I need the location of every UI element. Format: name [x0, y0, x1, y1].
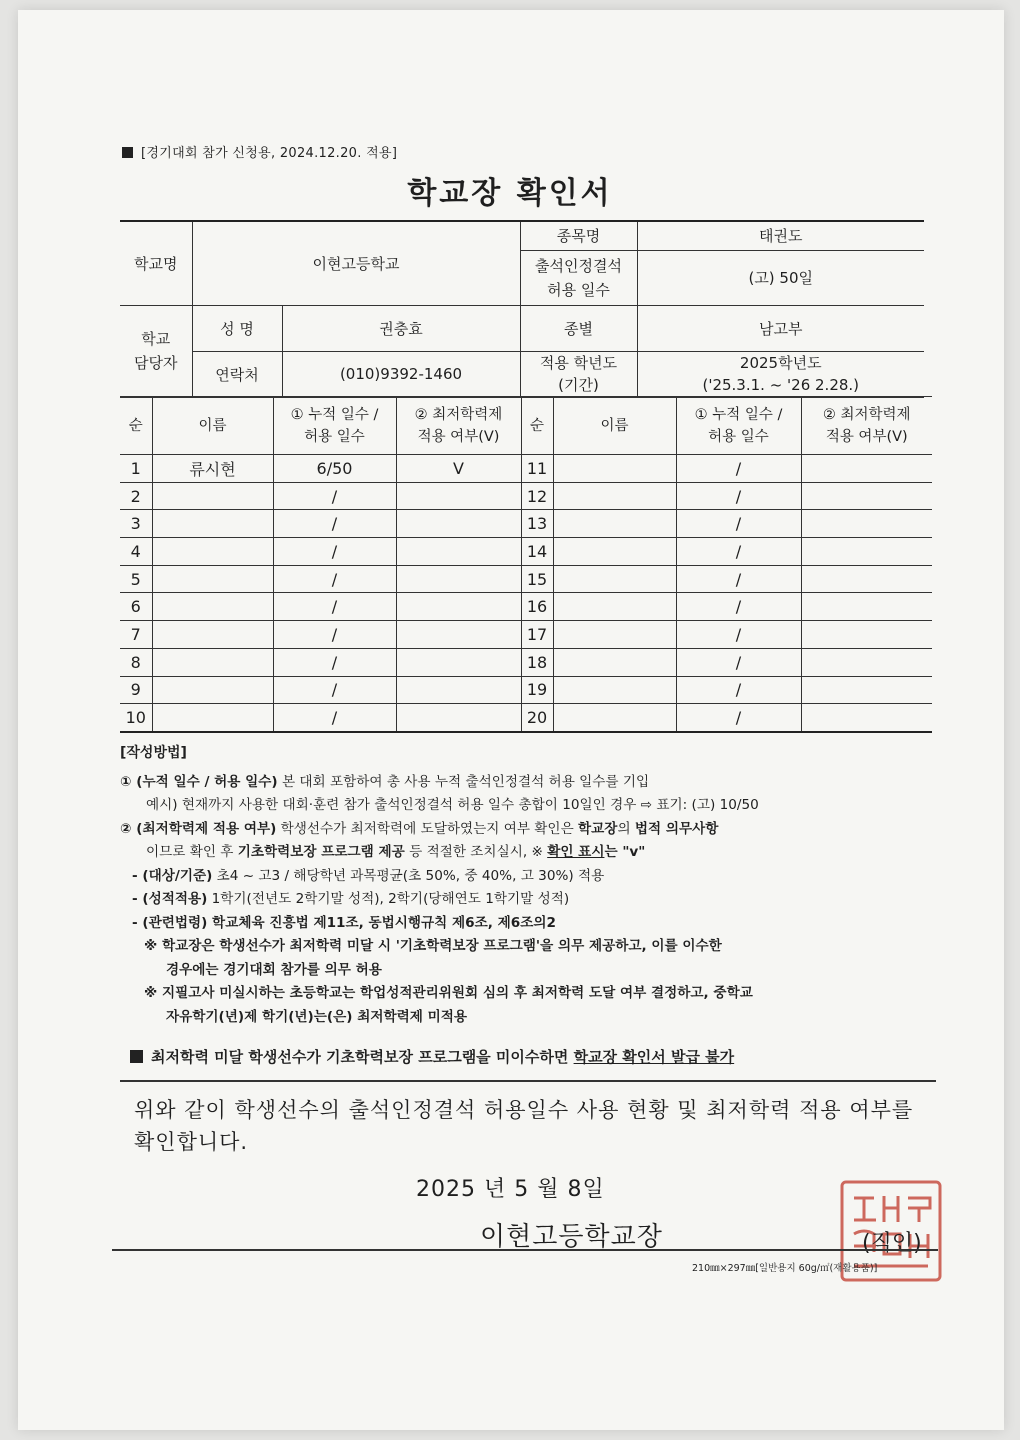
row-no: 16 — [521, 593, 553, 621]
confirmation-statement: 위와 같이 학생선수의 출석인정결석 허용일수 사용 현황 및 최저학력 적용 여부를 확인합니다. — [134, 1098, 914, 1154]
row-days: / — [273, 676, 396, 704]
row-no: 8 — [120, 648, 152, 676]
row-min — [396, 538, 521, 566]
issue-date: 2025 년 5 월 8일 — [416, 1177, 605, 1202]
row-days: / — [676, 455, 801, 483]
name-value: 권충효 — [282, 305, 520, 351]
row-name — [553, 538, 676, 566]
division-value: 남고부 — [637, 305, 924, 351]
row-min — [801, 593, 932, 621]
table-row — [120, 648, 932, 676]
row-min — [396, 593, 521, 621]
row-days: / — [676, 676, 801, 704]
row-no: 13 — [521, 510, 553, 538]
year-label: 적용 학년도 (기간) — [520, 351, 637, 397]
row-no: 6 — [120, 593, 152, 621]
col-name-header: 이름 — [152, 397, 273, 455]
seal-label: (직인) — [862, 1231, 922, 1256]
row-no: 19 — [521, 676, 553, 704]
table-row — [120, 676, 932, 704]
document-title: 학교장 확인서 — [407, 176, 613, 211]
row-min — [801, 704, 932, 732]
row-min — [396, 565, 521, 593]
method-line: 예시) 현재까지 사용한 대회·훈련 참가 출석인정결석 허용 일수 총합이 10일인 경우 ⇨ 표기: (고) 10/50 — [146, 797, 759, 813]
divider — [120, 1080, 936, 1082]
row-days: 6/50 — [273, 455, 396, 483]
row-no: 2 — [120, 482, 152, 510]
sport-label: 종목명 — [520, 221, 637, 250]
row-name — [152, 676, 273, 704]
row-name — [152, 593, 273, 621]
row-no: 1 — [120, 455, 152, 483]
row-name — [553, 510, 676, 538]
row-name — [553, 593, 676, 621]
school-label: 학교명 — [120, 221, 192, 305]
row-days: / — [273, 621, 396, 649]
row-days: / — [273, 593, 396, 621]
row-no: 14 — [521, 538, 553, 566]
method-line: 이므로 확인 후 기초학력보장 프로그램 제공 등 적절한 조치실시, ※ 확인 표시는 "v" — [146, 844, 646, 860]
row-min — [396, 676, 521, 704]
contact-label: 연락처 — [192, 351, 282, 397]
col-days-header: ① 누적 일수 / 허용 일수 — [273, 397, 396, 455]
method-line: ※ 지필고사 미실시하는 초등학교는 학업성적관리위원회 심의 후 최저학력 도달 여부 결정하고, 중학교 — [144, 985, 753, 1001]
method-line: - (관련법령) 학교체육 진흥법 제11조, 동법시행규칙 제6조, 제6조의2 — [132, 914, 556, 931]
checkbox-bullet-icon — [130, 1050, 143, 1063]
row-min — [801, 510, 932, 538]
row-name — [152, 704, 273, 732]
year-value: 2025학년도 ('25.3.1. ~ '26 2.28.) — [637, 351, 924, 397]
principal-title: 이현고등학교장 — [480, 1222, 663, 1252]
row-name — [553, 565, 676, 593]
row-min — [801, 621, 932, 649]
method-line: ※ 학교장은 학생선수가 최저학력 미달 시 '기초학력보장 프로그램'을 의무 제공하고, 이를 이수한 — [144, 938, 722, 954]
row-min — [396, 482, 521, 510]
row-days: / — [273, 704, 396, 732]
row-days: / — [676, 593, 801, 621]
staff-label: 학교 담당자 — [120, 305, 192, 397]
students-table — [120, 396, 932, 733]
paper-spec: 210㎜×297㎜[일반용지 60g/㎡(재활용품)] — [692, 1263, 878, 1274]
row-no: 15 — [521, 565, 553, 593]
col-no-header-2: 순 — [521, 397, 553, 455]
row-no: 20 — [521, 704, 553, 732]
name-label: 성 명 — [192, 305, 282, 351]
method-line: 자유학기(년)제 학기(년)는(은) 최저학력제 미적용 — [166, 1008, 467, 1025]
row-no: 9 — [120, 676, 152, 704]
method-line: ② (최저학력제 적용 여부) 학생선수가 최저학력에 도달하였는지 여부 확인은 학교장의 법적 의무사항 — [120, 820, 719, 837]
method-line: ① (누적 일수 / 허용 일수) 본 대회 포함하여 총 사용 누적 출석인정결석 허용 일수를 기입 — [120, 773, 650, 790]
row-name — [152, 648, 273, 676]
header-note: [경기대회 참가 신청용, 2024.12.20. 적용] — [122, 142, 397, 161]
row-days: / — [676, 704, 801, 732]
table-row — [120, 565, 932, 593]
row-name — [553, 482, 676, 510]
table-row — [120, 455, 932, 483]
row-no: 7 — [120, 621, 152, 649]
table-row — [120, 510, 932, 538]
col-min-header: ② 최저학력제 적용 여부(V) — [396, 397, 521, 455]
row-name — [553, 704, 676, 732]
row-days: / — [273, 565, 396, 593]
method-line: 경우에는 경기대회 참가를 의무 허용 — [166, 961, 382, 978]
row-min — [396, 510, 521, 538]
row-no: 17 — [521, 621, 553, 649]
row-name — [152, 621, 273, 649]
row-min — [801, 538, 932, 566]
row-days: / — [273, 482, 396, 510]
row-no: 10 — [120, 704, 152, 732]
row-name: 류시현 — [152, 455, 273, 483]
method-line: - (성적적용) 1학기(전년도 2학기말 성적), 2학기(당해연도 1학기말 성적) — [132, 891, 570, 907]
row-days: / — [676, 621, 801, 649]
school-info-table — [120, 220, 924, 398]
row-min — [801, 648, 932, 676]
row-name — [152, 510, 273, 538]
row-name — [553, 455, 676, 483]
row-min — [801, 455, 932, 483]
table-row — [120, 538, 932, 566]
students-header-row — [120, 397, 932, 455]
square-bullet-icon — [122, 147, 133, 158]
row-no: 5 — [120, 565, 152, 593]
row-days: / — [273, 538, 396, 566]
row-days: / — [676, 538, 801, 566]
table-row — [120, 482, 932, 510]
method-title: [작성방법] — [120, 745, 187, 761]
absence-label: 출석인정결석 허용 일수 — [520, 250, 637, 305]
row-min: V — [396, 455, 521, 483]
row-min — [396, 704, 521, 732]
col-min-header-2: ② 최저학력제 적용 여부(V) — [801, 397, 932, 455]
row-no: 12 — [521, 482, 553, 510]
notice-line: 최저학력 미달 학생선수가 기초학력보장 프로그램을 미이수하면 학교장 확인서 발급 불가 — [130, 1046, 734, 1067]
row-days: / — [273, 510, 396, 538]
table-row — [120, 593, 932, 621]
row-days: / — [676, 565, 801, 593]
row-name — [152, 482, 273, 510]
row-days: / — [676, 510, 801, 538]
row-no: 11 — [521, 455, 553, 483]
sport-value: 태권도 — [637, 221, 924, 250]
table-row — [120, 621, 932, 649]
col-name-header-2: 이름 — [553, 397, 676, 455]
row-min — [801, 482, 932, 510]
row-days: / — [676, 482, 801, 510]
table-row — [120, 704, 932, 732]
row-min — [801, 565, 932, 593]
col-days-header-2: ① 누적 일수 / 허용 일수 — [676, 397, 801, 455]
row-days: / — [676, 648, 801, 676]
col-no-header: 순 — [120, 397, 152, 455]
division-label: 종별 — [520, 305, 637, 351]
row-no: 18 — [521, 648, 553, 676]
row-min — [801, 676, 932, 704]
row-days: / — [273, 648, 396, 676]
method-line: - (대상/기준) 초4 ~ 고3 / 해당학년 과목평균(초 50%, 중 40%, 고 30%) 적용 — [132, 867, 605, 884]
row-name — [553, 676, 676, 704]
signature-line — [112, 1249, 938, 1251]
row-min — [396, 648, 521, 676]
school-name: 이현고등학교 — [192, 221, 520, 305]
row-no: 3 — [120, 510, 152, 538]
writing-method-section — [120, 742, 935, 1029]
row-name — [152, 538, 273, 566]
contact-value: (010)9392-1460 — [282, 351, 520, 397]
row-name — [152, 565, 273, 593]
absence-value: (고) 50일 — [637, 250, 924, 305]
row-min — [396, 621, 521, 649]
row-name — [553, 648, 676, 676]
row-name — [553, 621, 676, 649]
row-no: 4 — [120, 538, 152, 566]
